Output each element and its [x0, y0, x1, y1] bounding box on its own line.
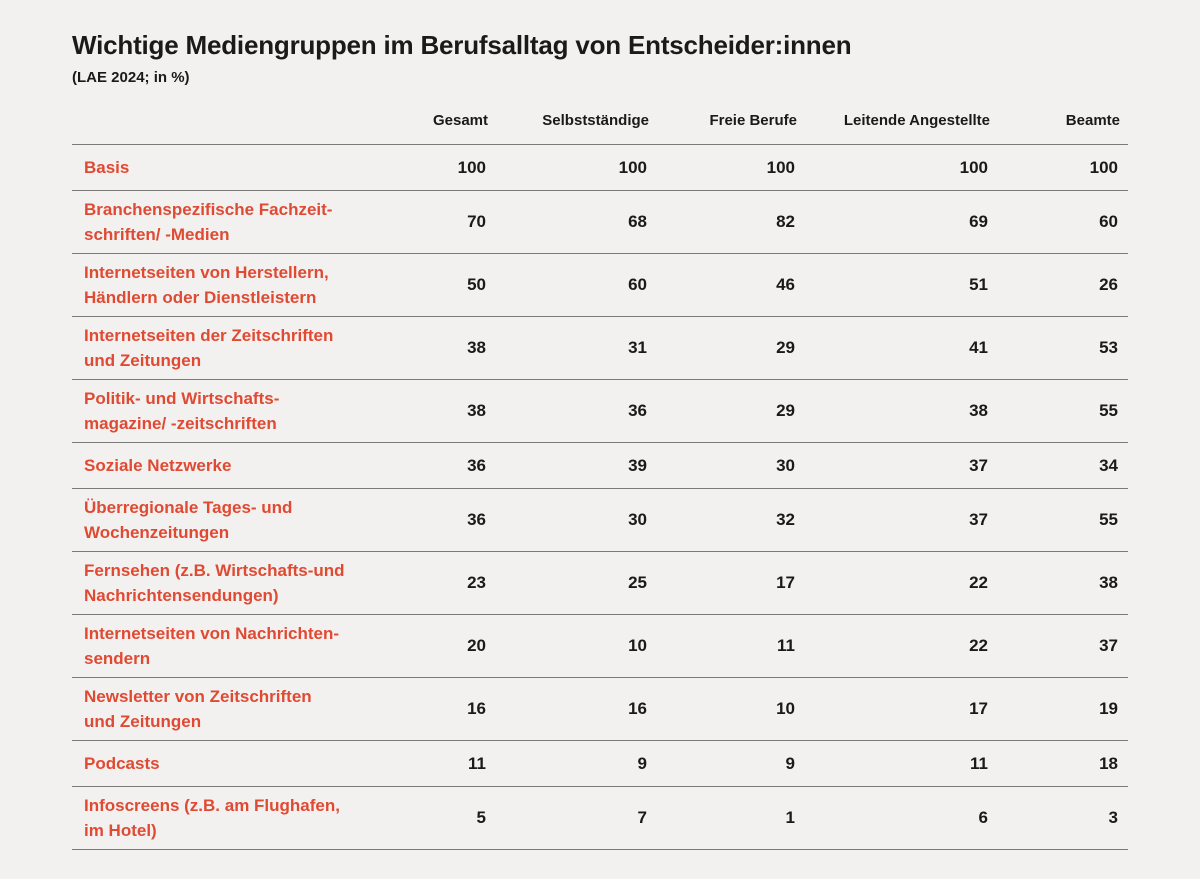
row-label: [72, 191, 430, 254]
value-cell: 6: [805, 787, 998, 850]
value-cell: 16: [496, 678, 657, 741]
row-label: [72, 489, 430, 552]
row-label-line: und Zeitungen: [84, 351, 202, 370]
row-label-line: Newsletter von Zeitschriften: [84, 687, 312, 706]
value-cell: 100: [998, 145, 1128, 191]
row-label-line: Internetseiten der Zeitschriften: [84, 326, 334, 345]
value-cell: 20: [430, 615, 496, 678]
chart-title: Wichtige Mediengruppen im Berufsalltag von Entscheider:innen: [72, 30, 852, 60]
value-cell: 38: [430, 317, 496, 380]
row-label-line: Politik- und Wirtschafts-: [84, 389, 280, 408]
value-cell: 36: [496, 380, 657, 443]
value-cell: 31: [496, 317, 657, 380]
value-cell: 23: [430, 552, 496, 615]
value-cell: 55: [998, 489, 1128, 552]
value-cell: 100: [430, 145, 496, 191]
value-cell: 7: [496, 787, 657, 850]
column-header: Selbstständige: [496, 96, 657, 145]
chart-subtitle: (LAE 2024; in %): [72, 69, 190, 86]
value-cell: 32: [657, 489, 805, 552]
value-cell: 22: [805, 615, 998, 678]
value-cell: 29: [657, 380, 805, 443]
row-label-line: Fernsehen (z.B. Wirtschafts-und: [84, 561, 345, 580]
row-label-line: Internetseiten von Herstellern,: [84, 263, 329, 282]
media-table: [72, 96, 1128, 850]
value-cell: 17: [657, 552, 805, 615]
row-label-line: Soziale Netzwerke: [84, 456, 232, 475]
row-label-line: Wochenzeitungen: [84, 523, 230, 542]
value-cell: 70: [430, 191, 496, 254]
value-cell: 68: [496, 191, 657, 254]
value-cell: 46: [657, 254, 805, 317]
value-cell: 50: [430, 254, 496, 317]
value-cell: 37: [805, 489, 998, 552]
value-cell: 38: [430, 380, 496, 443]
table-row: [72, 145, 1128, 191]
row-label-line: Händlern oder Dienstleistern: [84, 288, 317, 307]
row-label-line: Infoscreens (z.B. am Flughafen,: [84, 796, 340, 815]
value-cell: 60: [496, 254, 657, 317]
column-header: Leitende Angestellte: [805, 96, 998, 145]
value-cell: 34: [998, 443, 1128, 489]
table-row: [72, 254, 1128, 317]
table-row: [72, 489, 1128, 552]
value-cell: 18: [998, 741, 1128, 787]
value-cell: 17: [805, 678, 998, 741]
value-cell: 37: [805, 443, 998, 489]
value-cell: 22: [805, 552, 998, 615]
row-label-line: magazine/ -zeitschriften: [84, 414, 277, 433]
row-label: [72, 678, 430, 741]
value-cell: 100: [657, 145, 805, 191]
row-label-line: Überregionale Tages- und: [84, 498, 293, 517]
value-cell: 82: [657, 191, 805, 254]
row-label: [72, 443, 430, 489]
value-cell: 100: [496, 145, 657, 191]
table-row: [72, 443, 1128, 489]
row-label: [72, 254, 430, 317]
value-cell: 25: [496, 552, 657, 615]
value-cell: 5: [430, 787, 496, 850]
value-cell: 11: [805, 741, 998, 787]
table-row: [72, 615, 1128, 678]
row-label: [72, 552, 430, 615]
row-label: [72, 145, 430, 191]
table-row: [72, 380, 1128, 443]
row-label-line: Internetseiten von Nachrichten-: [84, 624, 340, 643]
row-label-line: sendern: [84, 649, 151, 668]
value-cell: 37: [998, 615, 1128, 678]
value-cell: 3: [998, 787, 1128, 850]
value-cell: 10: [496, 615, 657, 678]
value-cell: 11: [657, 615, 805, 678]
column-header: Freie Berufe: [657, 96, 805, 145]
column-header: Beamte: [998, 96, 1128, 145]
value-cell: 69: [805, 191, 998, 254]
value-cell: 30: [657, 443, 805, 489]
value-cell: 9: [496, 741, 657, 787]
value-cell: 60: [998, 191, 1128, 254]
row-label: [72, 741, 430, 787]
value-cell: 16: [430, 678, 496, 741]
row-label: [72, 615, 430, 678]
table-row: [72, 191, 1128, 254]
value-cell: 39: [496, 443, 657, 489]
header-row: [72, 96, 1128, 145]
value-cell: 11: [430, 741, 496, 787]
table-row: [72, 552, 1128, 615]
value-cell: 26: [998, 254, 1128, 317]
value-cell: 41: [805, 317, 998, 380]
value-cell: 30: [496, 489, 657, 552]
table-row: [72, 741, 1128, 787]
value-cell: 51: [805, 254, 998, 317]
value-cell: 29: [657, 317, 805, 380]
value-cell: 10: [657, 678, 805, 741]
row-label: [72, 787, 430, 850]
row-label-line: Basis: [84, 158, 130, 177]
table-body: [72, 145, 1128, 850]
row-label-line: Podcasts: [84, 754, 160, 773]
value-cell: 19: [998, 678, 1128, 741]
row-label: [72, 380, 430, 443]
table-row: [72, 317, 1128, 380]
row-label: [72, 317, 430, 380]
row-label-line: im Hotel): [84, 821, 157, 840]
value-cell: 9: [657, 741, 805, 787]
value-cell: 38: [998, 552, 1128, 615]
table-row: [72, 678, 1128, 741]
column-header-empty: [72, 96, 430, 145]
value-cell: 1: [657, 787, 805, 850]
table-row: [72, 787, 1128, 850]
value-cell: 36: [430, 489, 496, 552]
value-cell: 53: [998, 317, 1128, 380]
value-cell: 38: [805, 380, 998, 443]
row-label-line: Nachrichtensendungen): [84, 586, 279, 605]
column-header: Gesamt: [430, 96, 496, 145]
value-cell: 55: [998, 380, 1128, 443]
value-cell: 36: [430, 443, 496, 489]
row-label-line: und Zeitungen: [84, 712, 202, 731]
row-label-line: Branchenspezifische Fachzeit-: [84, 200, 333, 219]
row-label-line: schriften/ -Medien: [84, 225, 230, 244]
value-cell: 100: [805, 145, 998, 191]
